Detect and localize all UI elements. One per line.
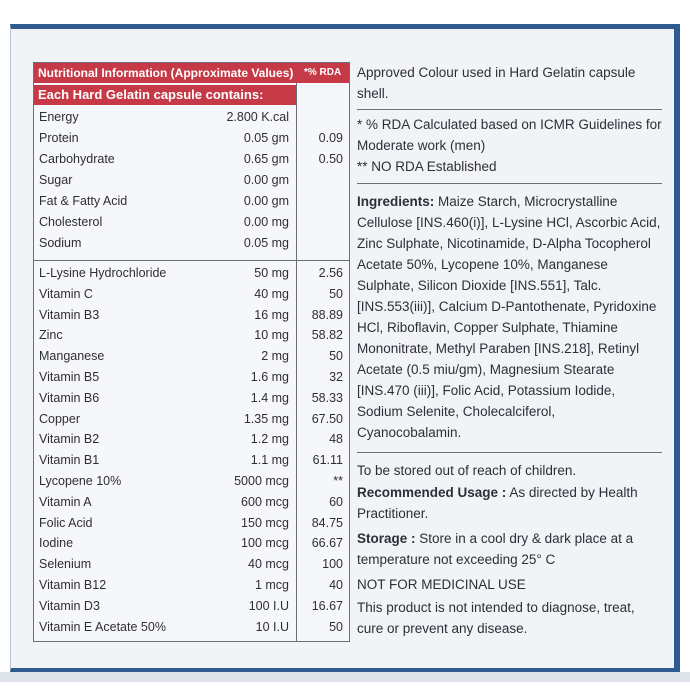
rda-header: *% RDA xyxy=(304,67,342,78)
nutrient-amount: 600 mcg xyxy=(241,494,289,509)
nutrient-rda: 50 xyxy=(329,349,343,364)
group-separator xyxy=(34,260,349,261)
nutrient-amount: 0.00 gm xyxy=(243,173,289,187)
nutrient-name: Copper xyxy=(39,411,80,426)
nutrient-name: Vitamin B12 xyxy=(39,578,107,592)
table-row xyxy=(34,233,349,253)
table-row xyxy=(34,191,349,211)
nutrient-amount: 10 mg xyxy=(254,328,289,343)
nutrient-amount: 1.35 mg xyxy=(243,411,289,426)
colour-note: Approved Colour used in Hard Gelatin capsule shell. xyxy=(357,65,636,101)
nutrient-rda: 48 xyxy=(329,432,343,447)
nutrient-rda: 61.11 xyxy=(312,453,343,468)
nutrition-table xyxy=(33,62,350,642)
no-rda-note: ** NO RDA Established xyxy=(357,159,497,174)
nutrient-amount: 50 mg xyxy=(254,266,289,280)
nutrient-rda: 16.67 xyxy=(311,598,343,613)
nutrient-rda: 66.67 xyxy=(311,536,343,551)
right-divider xyxy=(357,109,662,110)
nutrient-amount: 40 mcg xyxy=(248,557,289,572)
table-row xyxy=(34,149,349,169)
table-row xyxy=(34,170,349,190)
table-row xyxy=(34,471,349,491)
nutrient-name: Cholesterol xyxy=(39,215,103,229)
nutrient-amount: 0.00 mg xyxy=(243,215,289,229)
nutrient-rda: 60 xyxy=(329,494,343,509)
ingredients-text: Maize Starch, Microcrystalline Cellulose [INS.460(i)], L-Lysine HCl, Ascorbic Acid, Zinc Sulphate, Nicotinamide, D-Alpha Tocopherol Acetate 50%, Lycopene 10%, Manganese Sulphate, Silicon Dioxide [INS.551], Talc. [INS.553(iii)], Calcium D-Pantothenate, Pyridoxine HCl, Riboflavin, Copper Sulphate, Thiamine Mononitrate, Methyl Paraben [INS.218], Retinyl Acetate (0.5 miu/gm), Magnesium Stearate [INS.470 (iii)], Folic Acid, Potassium Iodide, Sodium Selenite, Cholecalciferol, Cyanocobalamin. xyxy=(357,194,661,440)
nutrient-name: Sugar xyxy=(39,173,73,187)
subheader-text: Each Hard Gelatin capsule contains: xyxy=(38,87,264,102)
nutrient-rda: 50 xyxy=(329,619,343,634)
table-row xyxy=(34,492,349,512)
nutrient-rda: ** xyxy=(333,474,343,488)
nutrient-amount: 1 mcg xyxy=(254,578,289,592)
table-row xyxy=(34,429,349,449)
nutrient-amount: 100 mcg xyxy=(241,536,289,551)
nutrient-amount: 0.00 gm xyxy=(243,194,289,208)
nutrient-name: Carbohydrate xyxy=(39,152,115,166)
nutrient-amount: 1.6 mg xyxy=(250,370,289,384)
ingredients-label: Ingredients: xyxy=(357,194,435,209)
nutrient-rda: 40 xyxy=(329,578,343,592)
table-row xyxy=(34,450,349,470)
nutrient-amount: 1.1 mg xyxy=(250,453,289,468)
table-row xyxy=(34,533,349,553)
nutrient-amount: 150 mcg xyxy=(241,515,289,530)
nutrient-rda: 58.33 xyxy=(311,390,343,405)
nutrient-name: Fat & Fatty Acid xyxy=(39,194,128,208)
nutrient-name: Vitamin B3 xyxy=(39,307,100,322)
nutrient-name: Vitamin C xyxy=(39,286,93,301)
nutrient-name: Vitamin E Acetate 50% xyxy=(39,619,166,634)
nutrient-name: L-Lysine Hydrochloride xyxy=(39,266,167,280)
nutrient-amount: 0.05 gm xyxy=(243,131,289,145)
nutrient-name: Vitamin B6 xyxy=(39,390,100,405)
nutrient-rda: 32 xyxy=(329,370,343,384)
ingredients xyxy=(357,191,662,443)
nutrient-name: Selenium xyxy=(39,557,92,572)
nutrient-rda: 2.56 xyxy=(318,266,343,280)
nutrient-amount: 0.05 mg xyxy=(243,236,289,250)
nutrient-name: Vitamin A xyxy=(39,494,92,509)
nutrient-amount: 1.4 mg xyxy=(250,390,289,405)
table-row xyxy=(34,263,349,283)
table-subheader xyxy=(34,85,296,105)
nutrient-amount: 1.2 mg xyxy=(250,432,289,447)
table-row xyxy=(34,325,349,345)
nutrient-rda: 0.50 xyxy=(318,152,343,166)
nutrient-amount: 10 I.U xyxy=(255,619,289,634)
nutrient-name: Lycopene 10% xyxy=(39,474,122,488)
nutrient-amount: 40 mg xyxy=(254,286,289,301)
nutrient-rda: 67.50 xyxy=(311,411,343,426)
table-row xyxy=(34,617,349,637)
nutrient-name: Vitamin B1 xyxy=(39,453,100,468)
table-row xyxy=(34,212,349,232)
table-title: Nutritional Information (Approximate Values) xyxy=(38,66,294,80)
table-row xyxy=(34,346,349,366)
table-row xyxy=(34,305,349,325)
nutrient-name: Zinc xyxy=(39,328,63,343)
table-header xyxy=(34,63,349,83)
right-divider xyxy=(357,183,662,184)
storage-text: Store in a cool dry & dark place at a temperature not exceeding 25° C xyxy=(357,531,634,567)
disclaimer: This product is not intended to diagnose, treat, cure or prevent any disease. xyxy=(357,600,635,636)
nutrient-rda: 100 xyxy=(322,557,343,572)
usage-label: Recommended Usage : xyxy=(357,485,507,500)
nutrient-rda: 88.89 xyxy=(311,307,343,322)
recommended-usage xyxy=(357,482,662,524)
table-row xyxy=(34,367,349,387)
nutrient-amount: 16 mg xyxy=(254,307,289,322)
nutrient-rda: 50 xyxy=(329,286,343,301)
nutrient-name: Sodium xyxy=(39,236,82,250)
nutrient-amount: 2 mg xyxy=(261,349,289,364)
nutrient-name: Energy xyxy=(39,110,79,124)
storage xyxy=(357,528,662,570)
nutrient-rda: 0.09 xyxy=(318,131,343,145)
right-divider xyxy=(357,452,662,453)
table-row xyxy=(34,575,349,595)
nutrient-name: Iodine xyxy=(39,536,74,551)
nutrient-amount: 5000 mcg xyxy=(234,474,289,488)
storage-label: Storage : xyxy=(357,531,416,546)
nutrient-amount: 2.800 K.cal xyxy=(226,110,289,124)
nutrient-rda: 58.82 xyxy=(311,328,343,343)
nutrient-name: Folic Acid xyxy=(39,515,93,530)
table-row xyxy=(34,128,349,148)
nutrient-name: Protein xyxy=(39,131,79,145)
table-row xyxy=(34,388,349,408)
usage-text: As directed by Health Practitioner. xyxy=(357,485,638,521)
nutrient-amount: 100 I.U xyxy=(248,598,289,613)
nutrient-rda: 84.75 xyxy=(311,515,343,530)
table-row xyxy=(34,284,349,304)
nutrient-name: Vitamin B5 xyxy=(39,370,100,384)
table-row xyxy=(34,107,349,127)
storage-children: To be stored out of reach of children. xyxy=(357,463,577,478)
nutrient-name: Manganese xyxy=(39,349,105,364)
table-row xyxy=(34,409,349,429)
table-row xyxy=(34,554,349,574)
table-row xyxy=(34,596,349,616)
nutrient-name: Vitamin B2 xyxy=(39,432,100,447)
nutrient-name: Vitamin D3 xyxy=(39,598,100,613)
nutrient-amount: 0.65 gm xyxy=(243,152,289,166)
rda-note: * % RDA Calculated based on ICMR Guidelines for Moderate work (men) xyxy=(357,117,662,153)
not-medicinal: NOT FOR MEDICINAL USE xyxy=(357,577,526,592)
table-row xyxy=(34,513,349,533)
package-edge xyxy=(0,672,690,682)
